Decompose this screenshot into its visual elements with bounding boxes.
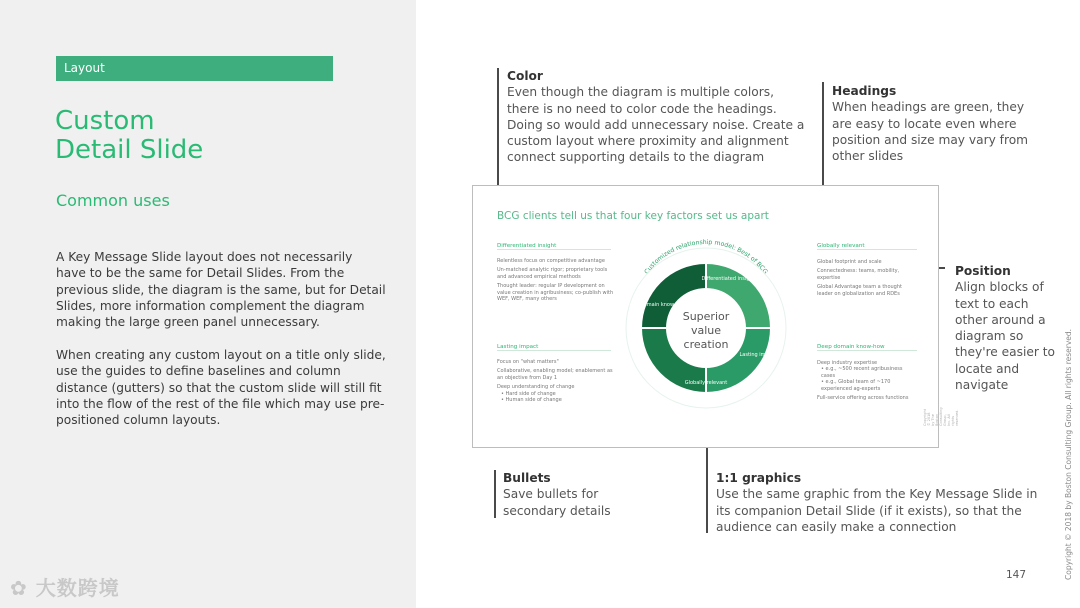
- right-top-list: [817, 259, 917, 297]
- page-title: [55, 107, 203, 165]
- list-item: Deep understanding of change: [497, 384, 575, 391]
- subtitle: Common uses: [56, 191, 170, 210]
- watermark-logo: [10, 572, 120, 601]
- bullets-callout-line: [494, 470, 496, 518]
- copyright-text: Copyright © 2018 by Boston Consulting Group. All rights reserved.: [1064, 328, 1073, 580]
- list-item: • e.g., Global team of ~170 experienced ag-experts: [821, 379, 891, 392]
- paragraph-2: When creating any custom layout on a title only slide, use the guides to define baselines and column distance (gutters) so that the custom slide will still fit into the flow of the rest of the file which may use pre-positioned column layouts.: [56, 348, 386, 428]
- callout-headings: [832, 83, 1032, 164]
- right-bottom-heading: Deep domain know-how: [817, 344, 917, 351]
- left-top-heading: Differentiated insight: [497, 243, 611, 250]
- center-text-2: value: [690, 324, 722, 337]
- list-item: Deep industry expertise: [817, 360, 878, 366]
- segment-label-domain: Deep domain know-how: [625, 302, 687, 308]
- list-item: Un-matched analytic rigor; proprietary tools and advanced empirical methods: [497, 267, 608, 280]
- callout-bullets-heading: Bullets: [503, 471, 551, 485]
- right-top-heading: Globally relevant: [817, 243, 917, 250]
- left-bottom-list: [497, 359, 615, 403]
- callout-color-text: Even though the diagram is multiple colors, there is no need to color code the headings. Doing so would add unnecessary noise. Create a custom layout where proximity and alignment connect supporting details to the diagram: [507, 85, 805, 165]
- paragraph-1: A Key Message Slide layout does not necessarily have to be the same for Detail Slides. From the previous slide, the diagram is the same, but for Detail Slides, more information complement the diagram making the large green panel unnecessary.: [56, 250, 386, 330]
- callout-color: [507, 68, 807, 166]
- callout-bullets-text: Save bullets for secondary details: [503, 487, 611, 518]
- thumbnail-title: BCG clients tell us that four key factors set us apart: [497, 210, 769, 222]
- left-top-list: [497, 258, 615, 302]
- callout-graphics-text: Use the same graphic from the Key Message Slide in its companion Detail Slide (if it exists), so that the audience can easily make a connection: [716, 487, 1038, 534]
- callout-color-heading: Color: [507, 69, 543, 83]
- segment-label-impact: Lasting impact: [739, 352, 777, 358]
- layout-tag: Layout: [56, 56, 333, 81]
- segment-label-insight: Differentiated insight: [701, 276, 755, 282]
- callout-position-text: Align blocks of text to each other around a diagram so they're easier to locate and navigate: [955, 280, 1055, 393]
- list-item: Full-service offering across functions: [817, 395, 909, 402]
- list-item: • Human side of change: [501, 397, 562, 404]
- list-item: Global footprint and scale: [817, 259, 882, 265]
- callout-graphics: [716, 470, 1046, 535]
- thumbnail-copyright: Copyright © 2018 by The Boston Consulting Group, Inc. All rights reserved.: [923, 407, 959, 426]
- logo-text: 大数跨境: [35, 576, 120, 600]
- logo-icon: ✿: [10, 576, 28, 600]
- center-text-1: Superior: [682, 310, 730, 323]
- center-text-3: creation: [683, 338, 729, 351]
- arc-label: Customized relationship model: Best of BCG: [643, 238, 769, 276]
- list-item: • e.g., ~500 recent agribusiness cases: [821, 366, 903, 379]
- segment-label-global: Globally relevant: [684, 380, 728, 386]
- list-item: • Hard side of change: [501, 390, 556, 397]
- value-cycle-diagram: [616, 216, 796, 416]
- callout-position: [955, 263, 1055, 393]
- callout-headings-heading: Headings: [832, 84, 897, 98]
- detail-slide-thumbnail: [472, 185, 959, 448]
- title-line-1: Custom: [55, 106, 155, 136]
- left-bottom-heading: Lasting impact: [497, 344, 611, 351]
- title-line-2: Detail Slide: [55, 135, 204, 165]
- callout-bullets: [503, 470, 623, 519]
- page-number: 147: [1006, 569, 1027, 581]
- list-item: Relentless focus on competitive advantage: [497, 258, 605, 264]
- list-item: Focus on "what matters": [497, 359, 559, 365]
- list-item: Connectedness: teams, mobility, expertise: [817, 268, 900, 281]
- callout-position-heading: Position: [955, 264, 1011, 278]
- list-item: Global Advantage team a thought leader on globalization and RDEs: [817, 284, 902, 297]
- callout-headings-text: When headings are green, they are easy to locate even where position and size may vary from other slides: [832, 100, 1029, 164]
- right-bottom-list: [817, 360, 917, 401]
- list-item: Collaborative, enabling model; enablement as an objective from Day 1: [497, 368, 613, 381]
- callout-graphics-heading: 1:1 graphics: [716, 471, 802, 485]
- list-item: Thought leader: regular IP development on value creation in agribusiness; co-publish with WEF, WEF, many others: [497, 283, 614, 303]
